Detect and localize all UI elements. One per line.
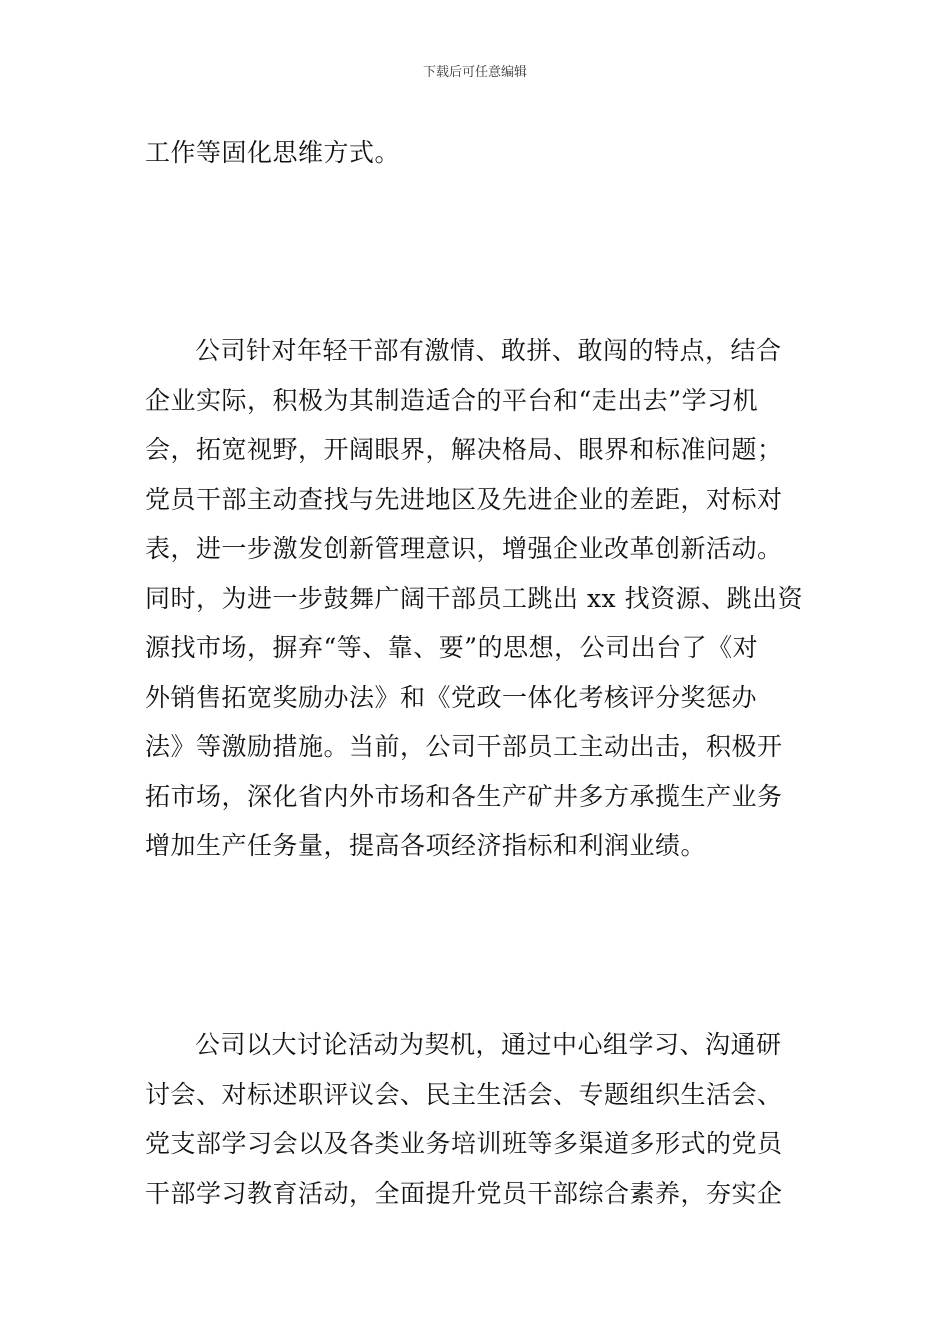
paragraph-line: 外销售拓宽奖励办法》和《党政一体化考核评分奖惩办 [145,682,758,712]
paragraph-line: 会，拓宽视野，开阔眼界，解决格局、眼界和标准问题； [145,435,783,464]
paragraph-line: 党支部学习会以及各类业务培训班等多渠道多形式的党员 [145,1129,783,1158]
paragraph-line: 增加生产任务量，提高各项经济指标和利润业绩。 [145,831,707,860]
paragraph-line: 公司针对年轻干部有激情、敢拼、敢闯的特点，结合 [195,336,782,365]
paragraph-line: 公司以大讨论活动为契机，通过中心组学习、沟通研 [195,1030,782,1059]
paragraph-line: 干部学习教育活动，全面提升党员干部综合素养，夯实企 [145,1178,783,1208]
paragraph-continuation [145,128,810,178]
paragraph-line: 拓市场，深化省内外市场和各生产矿井多方承揽生产业务 [145,781,783,811]
paragraph-line: 企业实际，积极为其制造适合的平台和“走出去”学习机 [145,385,759,415]
paragraph-line: 同时，为进一步鼓舞广阔干部员工跳出 xx 找资源、跳出资 [145,583,804,613]
page-header-note: 下载后可任意编辑 [422,65,527,80]
paragraph-line: 工作等固化思维方式。 [145,138,401,167]
paragraph-line: 源找市场，摒弃“等、靠、要”的思想，公司出台了《对 [145,633,759,662]
paragraph-platform-and-incentives [145,326,810,871]
paragraph-line: 表，进一步激发创新管理意识，增强企业改革创新活动。 [145,534,783,563]
paragraph-study-activities [145,1020,810,1218]
paragraph-line: 讨会、对标述职评议会、民主生活会、专题组织生活会、 [145,1079,783,1109]
paragraph-line: 法》等激励措施。当前，公司干部员工主动出击，积极开 [145,732,783,761]
paragraph-line: 党员干部主动查找与先进地区及先进企业的差距，对标对 [145,484,783,514]
